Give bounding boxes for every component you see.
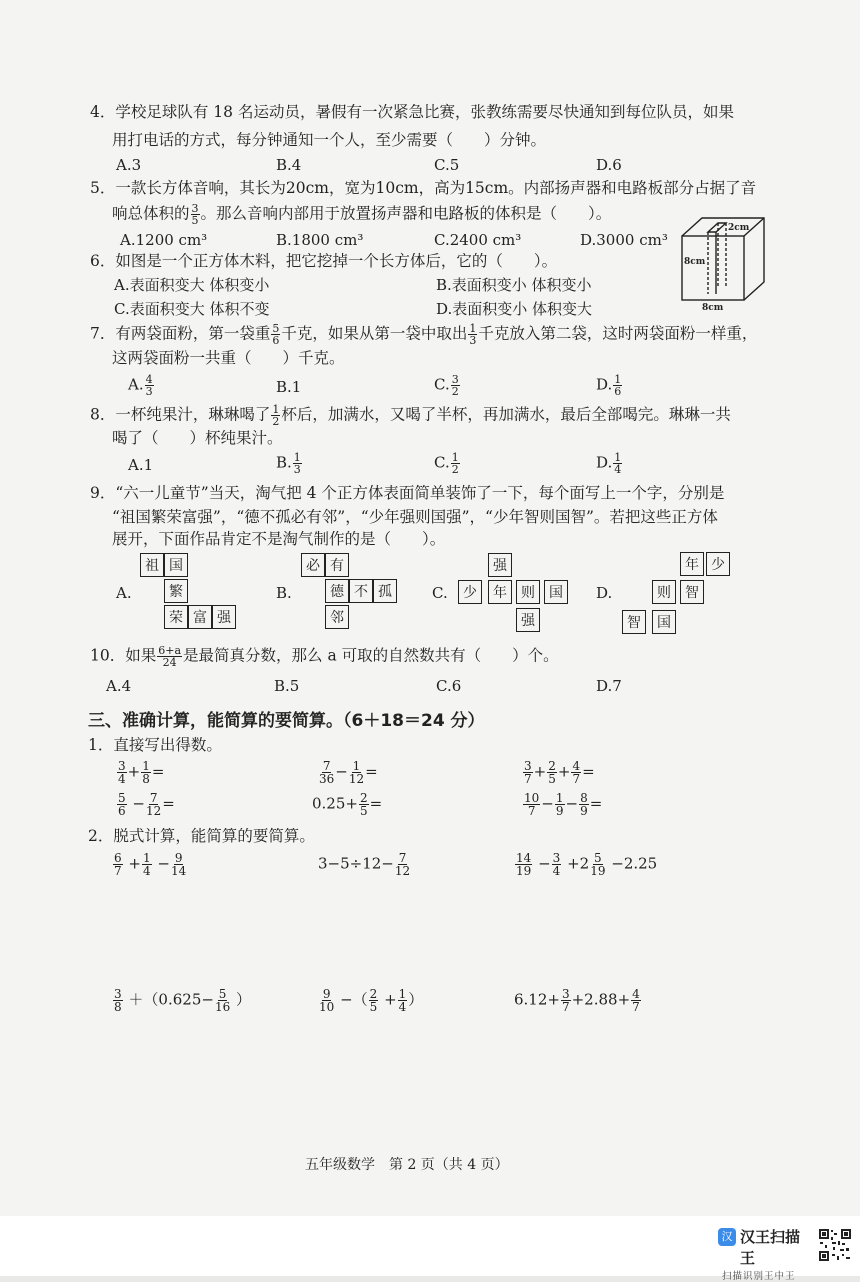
direct-expr-1: $\frac{3}{4}$ + $\frac{1}{8}$ = xyxy=(118,759,165,786)
net-cell: 德 xyxy=(325,579,349,603)
net-cell: 国 xyxy=(544,580,568,604)
section3-sub1: 1．直接写出得数。 xyxy=(88,736,222,754)
net-cell: 少 xyxy=(458,580,482,604)
q9-line3: 展开，下面作品肯定不是淘气制作的是（ ）。 xyxy=(112,530,446,548)
q7-option-a: A. $\frac{4}{3}$ xyxy=(128,373,153,398)
step-expr-3: $\frac{14}{19}$ − $\frac{3}{4}$ +2 $\frac{5}{19}$ −2.25 xyxy=(516,851,658,878)
direct-expr-2: $\frac{7}{36}$ − $\frac{1}{12}$ = xyxy=(319,759,378,786)
q10-option-b: B.5 xyxy=(274,677,300,695)
q4-option-d: D.6 xyxy=(596,156,622,174)
q5-option-b: B.1800 cm³ xyxy=(276,231,364,249)
net-cell: 强 xyxy=(212,605,236,629)
q8-fraction: $\frac{1}{2}$ xyxy=(272,403,280,428)
q7-option-c: C. $\frac{3}{2}$ xyxy=(434,373,459,398)
q9-label-a: A. xyxy=(116,584,132,602)
q6-label-side: 8cm xyxy=(684,257,706,267)
direct-expr-3: $\frac{3}{7}$ + $\frac{2}{5}$ + $\frac{4}{7}$ = xyxy=(524,759,595,786)
q4-option-a: A.3 xyxy=(116,156,142,174)
q7-fraction-2: $\frac{1}{3}$ xyxy=(469,322,477,347)
net-cell: 智 xyxy=(622,610,646,634)
step-expr-2: 3−5÷12− $\frac{7}{12}$ xyxy=(318,851,411,878)
qr-code-icon xyxy=(818,1228,852,1262)
q10-fraction: $\frac{6+a}{24}$ xyxy=(158,644,182,669)
q6-label-top: 2cm xyxy=(728,223,750,233)
section3-sub2: 2．脱式计算，能简算的要简算。 xyxy=(88,827,315,845)
q6-label-bottom: 8cm xyxy=(702,303,724,310)
net-cell: 年 xyxy=(680,552,704,576)
section3-title: 三、准确计算，能简算的要简算。（6＋18＝24 分） xyxy=(88,711,485,731)
q7-option-d: D. $\frac{1}{6}$ xyxy=(596,373,622,398)
q8-option-b: B. $\frac{1}{3}$ xyxy=(276,451,301,476)
net-cell: 强 xyxy=(516,608,540,632)
q6-line1: 6．如图是一个正方体木料，把它挖掉一个长方体后，它的（ ）。 xyxy=(90,252,558,270)
q6-option-c: C.表面积变大 体积不变 xyxy=(114,300,270,318)
direct-expr-6: $\frac{10}{7}$ − $\frac{1}{9}$ − $\frac{8}{9}$ = xyxy=(524,791,603,818)
net-cell: 荣 xyxy=(164,605,188,629)
q8-line1: 8．一杯纯果汁，琳琳喝了 $\frac{1}{2}$ 杯后，加满水，又喝了半杯，再加满水，最后全部喝完。琳琳一共 xyxy=(90,403,731,428)
net-cell: 富 xyxy=(188,605,212,629)
net-cell: 则 xyxy=(652,580,676,604)
direct-expr-5: 0.25+ $\frac{2}{5}$ = xyxy=(312,791,383,818)
net-cell: 智 xyxy=(680,580,704,604)
watermark-title: 汉王扫描王 xyxy=(740,1228,801,1267)
step-expr-5: $\frac{9}{10}$ −（ $\frac{2}{5}$ + $\frac{1}{4}$ ） xyxy=(319,987,424,1014)
net-cell: 则 xyxy=(516,580,540,604)
scanner-app-icon: 汉 xyxy=(718,1228,736,1246)
q8-option-a: A.1 xyxy=(128,456,154,474)
q10-option-a: A.4 xyxy=(106,677,132,695)
net-cell: 强 xyxy=(488,553,512,577)
q5-line2: 响总体积的 $\frac{3}{5}$ 。那么音响内部用于放置扬声器和电路板的体积是（ ）。 xyxy=(112,202,612,227)
net-cell: 必 xyxy=(301,553,325,577)
q4-line1: 4．学校足球队有 18 名运动员，暑假有一次紧急比赛，张教练需要尽快通知到每位队员，如果 xyxy=(90,103,734,121)
q8-option-d: D. $\frac{1}{4}$ xyxy=(596,451,622,476)
q6-option-a: A.表面积变大 体积变小 xyxy=(114,276,270,294)
q7-option-b: B.1 xyxy=(276,378,302,396)
q5-option-c: C.2400 cm³ xyxy=(434,231,522,249)
net-cell: 国 xyxy=(164,553,188,577)
q8-option-c: C. $\frac{1}{2}$ xyxy=(434,451,459,476)
q5-option-a: A.1200 cm³ xyxy=(120,231,208,249)
q4-option-c: C.5 xyxy=(434,156,460,174)
net-cell: 有 xyxy=(325,553,349,577)
q9-line2: “祖国繁荣富强”，“德不孤必有邻”，“少年强则国强”，“少年智则国智”。若把这些正方体 xyxy=(112,508,718,526)
q9-line1: 9．“六一儿童节”当天，淘气把 4 个正方体表面简单装饰了一下，每个面写上一个字，分别是 xyxy=(90,484,725,502)
step-expr-6: 6.12+ $\frac{3}{7}$ +2.88+ $\frac{4}{7}$ xyxy=(514,987,640,1014)
q4-line2: 用打电话的方式，每分钟通知一个人，至少需要（ ）分钟。 xyxy=(112,131,547,149)
q9-label-d: D. xyxy=(596,584,613,602)
direct-expr-4: $\frac{5}{6}$ − $\frac{7}{12}$ = xyxy=(118,791,175,818)
q4-option-b: B.4 xyxy=(276,156,302,174)
net-cell: 不 xyxy=(349,579,373,603)
q7-line1: 7．有两袋面粉，第一袋重 $\frac{5}{6}$ 千克，如果从第一袋中取出 $\frac{1}{3}$ 千克放入第二袋，这时两袋面粉一样重， xyxy=(90,322,758,347)
net-cell: 年 xyxy=(488,580,512,604)
q5-line1: 5．一款长方体音响，其长为20cm，宽为10cm，高为15cm。内部扬声器和电路板部分占据了音 xyxy=(90,179,757,197)
q6-option-d: D.表面积变小 体积变大 xyxy=(436,300,593,318)
q7-line2: 这两袋面粉一共重（ ）千克。 xyxy=(112,349,345,367)
net-cell: 繁 xyxy=(164,579,188,603)
watermark-logo xyxy=(721,1226,812,1282)
q6-option-b: B.表面积变小 体积变小 xyxy=(436,276,592,294)
q8-line2: 喝了（ ）杯纯果汁。 xyxy=(112,429,283,447)
q10-option-d: D.7 xyxy=(596,677,622,695)
page-footer: 五年级数学 第 2 页（共 4 页） xyxy=(305,1157,509,1173)
q5-option-d: D.3000 cm³ xyxy=(580,231,668,249)
q5-fraction: $\frac{3}{5}$ xyxy=(191,202,199,227)
q9-label-c: C. xyxy=(432,584,448,602)
step-expr-1: $\frac{6}{7}$ + $\frac{1}{4}$ − $\frac{9}{14}$ xyxy=(114,851,187,878)
net-cell: 邻 xyxy=(325,605,349,629)
net-cell: 国 xyxy=(652,610,676,634)
watermark-subtitle: 扫描识别王中王 xyxy=(722,1271,796,1282)
step-expr-4: $\frac{3}{8}$ ＋（0.625− $\frac{5}{16}$ ） xyxy=(114,987,252,1014)
q6-cube-figure xyxy=(676,214,776,310)
q7-fraction-1: $\frac{5}{6}$ xyxy=(272,322,280,347)
q10-line1: 10．如果 $\frac{6+a}{24}$ 是最简真分数，那么 a 可取的自然数共有（ ）个。 xyxy=(90,644,559,669)
q10-option-c: C.6 xyxy=(436,677,462,695)
net-cell: 少 xyxy=(706,552,730,576)
net-cell: 孤 xyxy=(373,579,397,603)
net-cell: 祖 xyxy=(140,553,164,577)
q9-label-b: B. xyxy=(276,584,292,602)
